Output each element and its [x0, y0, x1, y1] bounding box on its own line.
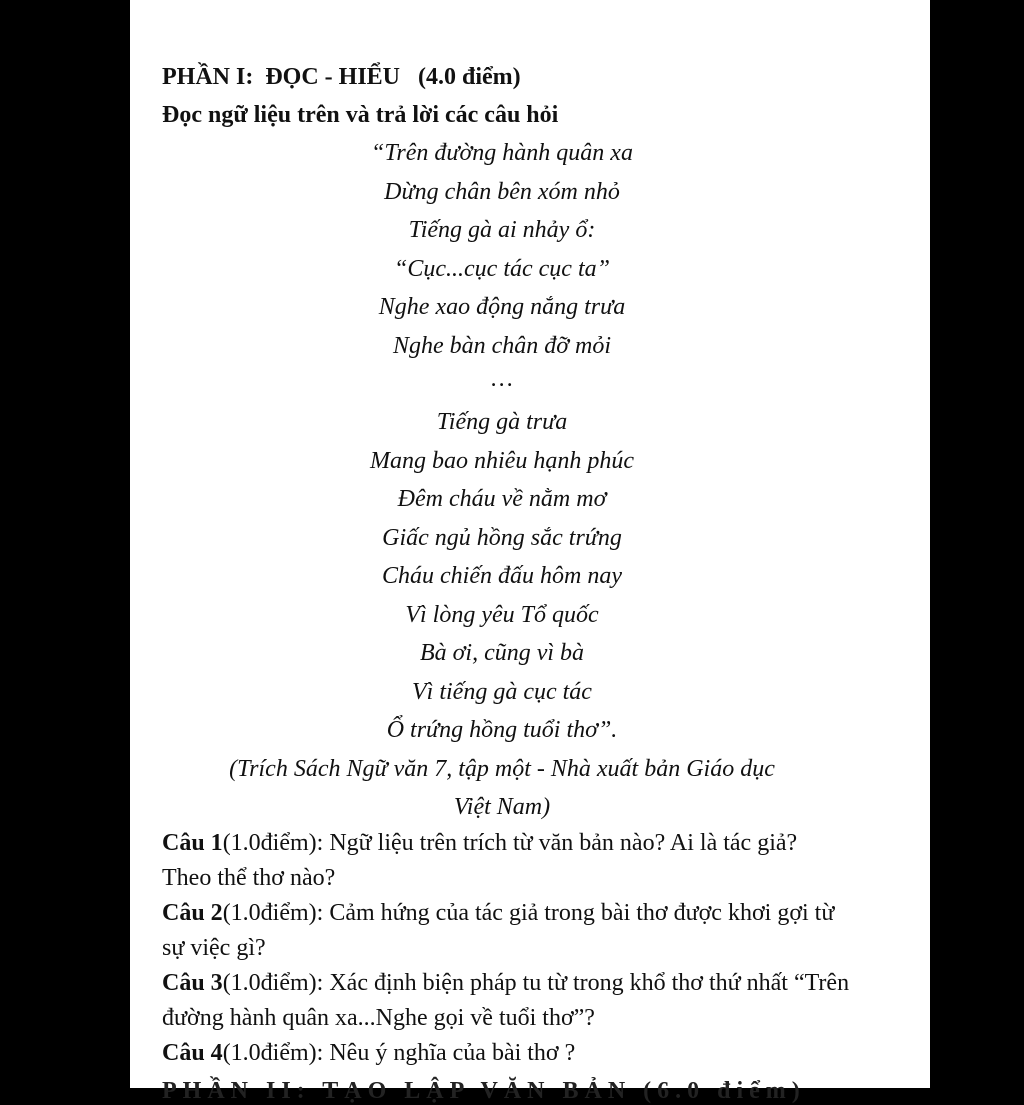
question-item: [162, 896, 852, 966]
question-item: [162, 826, 852, 896]
question-label: Câu 1: [162, 829, 223, 856]
poem-line: Cháu chiến đấu hôm nay: [382, 563, 622, 589]
poem-line: Giấc ngủ hồng sắc trứng: [382, 524, 622, 551]
poem-line: Vì tiếng gà cục tác: [412, 678, 592, 705]
poem-line: Tiếng gà trưa: [436, 409, 568, 435]
document-content: [162, 58, 862, 1071]
source-citation-line-1: (Trích Sách Ngữ văn 7, tập một - Nhà xuất bản Giáo dục: [229, 755, 775, 782]
section-title: PHẦN I: ĐỌC - HIỂU (4.0 điểm): [162, 64, 521, 90]
source-citation-line-2: Việt Nam): [453, 793, 551, 820]
question-label: Câu 4: [162, 1039, 223, 1066]
poem-excerpt: [162, 134, 842, 750]
question-text: (1.0điểm): Nêu ý nghĩa của bài thơ ?: [222, 1039, 576, 1066]
poem-line: Vì lòng yêu Tổ quốc: [405, 601, 599, 628]
poem-line: Dừng chân bên xóm nhỏ: [384, 178, 620, 205]
question-text: (1.0điểm): Xác định biện pháp tu từ trong khổ thơ thứ nhất “Trên đường hành quân xa...Nghe gọi về tuổi thơ”?: [162, 969, 850, 1031]
cut-off-section-heading: PHẦN II: TẠO LẬP VĂN BẢN (6.0 điểm): [162, 1078, 806, 1104]
document-page: [130, 0, 930, 1104]
poem-line: Ổ trứng hồng tuổi thơ”.: [386, 717, 618, 743]
question-label: Câu 2: [162, 899, 223, 926]
question-text: (1.0điểm): Cảm hứng của tác giả trong bài thơ được khơi gợi từ sự việc gì?: [162, 899, 835, 961]
question-item: [162, 966, 852, 1036]
poem-line: “Trên đường hành quân xa: [371, 140, 633, 166]
poem-line: Bà ơi, cũng vì bà: [419, 640, 585, 666]
poem-line: “Cục...cục tác cục ta”: [394, 255, 610, 282]
question-text: (1.0điểm): Ngữ liệu trên trích từ văn bản nào? Ai là tác giả? Theo thể thơ nào?: [162, 829, 798, 891]
question-label: Câu 3: [162, 969, 223, 996]
question-item: [162, 1036, 852, 1071]
question-list: [162, 826, 852, 1071]
poem-ellipsis: …: [491, 366, 513, 392]
poem-line: Nghe bàn chân đỡ mỏi: [392, 332, 612, 359]
poem-line: Tiếng gà ai nhảy ổ:: [408, 217, 596, 243]
poem-line: Nghe xao động nắng trưa: [378, 294, 626, 320]
instruction-text: Đọc ngữ liệu trên và trả lời các câu hỏi: [162, 102, 559, 128]
source-citation: [162, 750, 842, 826]
poem-line: Đêm cháu về nằm mơ: [397, 486, 607, 512]
poem-line: Mang bao nhiêu hạnh phúc: [370, 447, 634, 474]
